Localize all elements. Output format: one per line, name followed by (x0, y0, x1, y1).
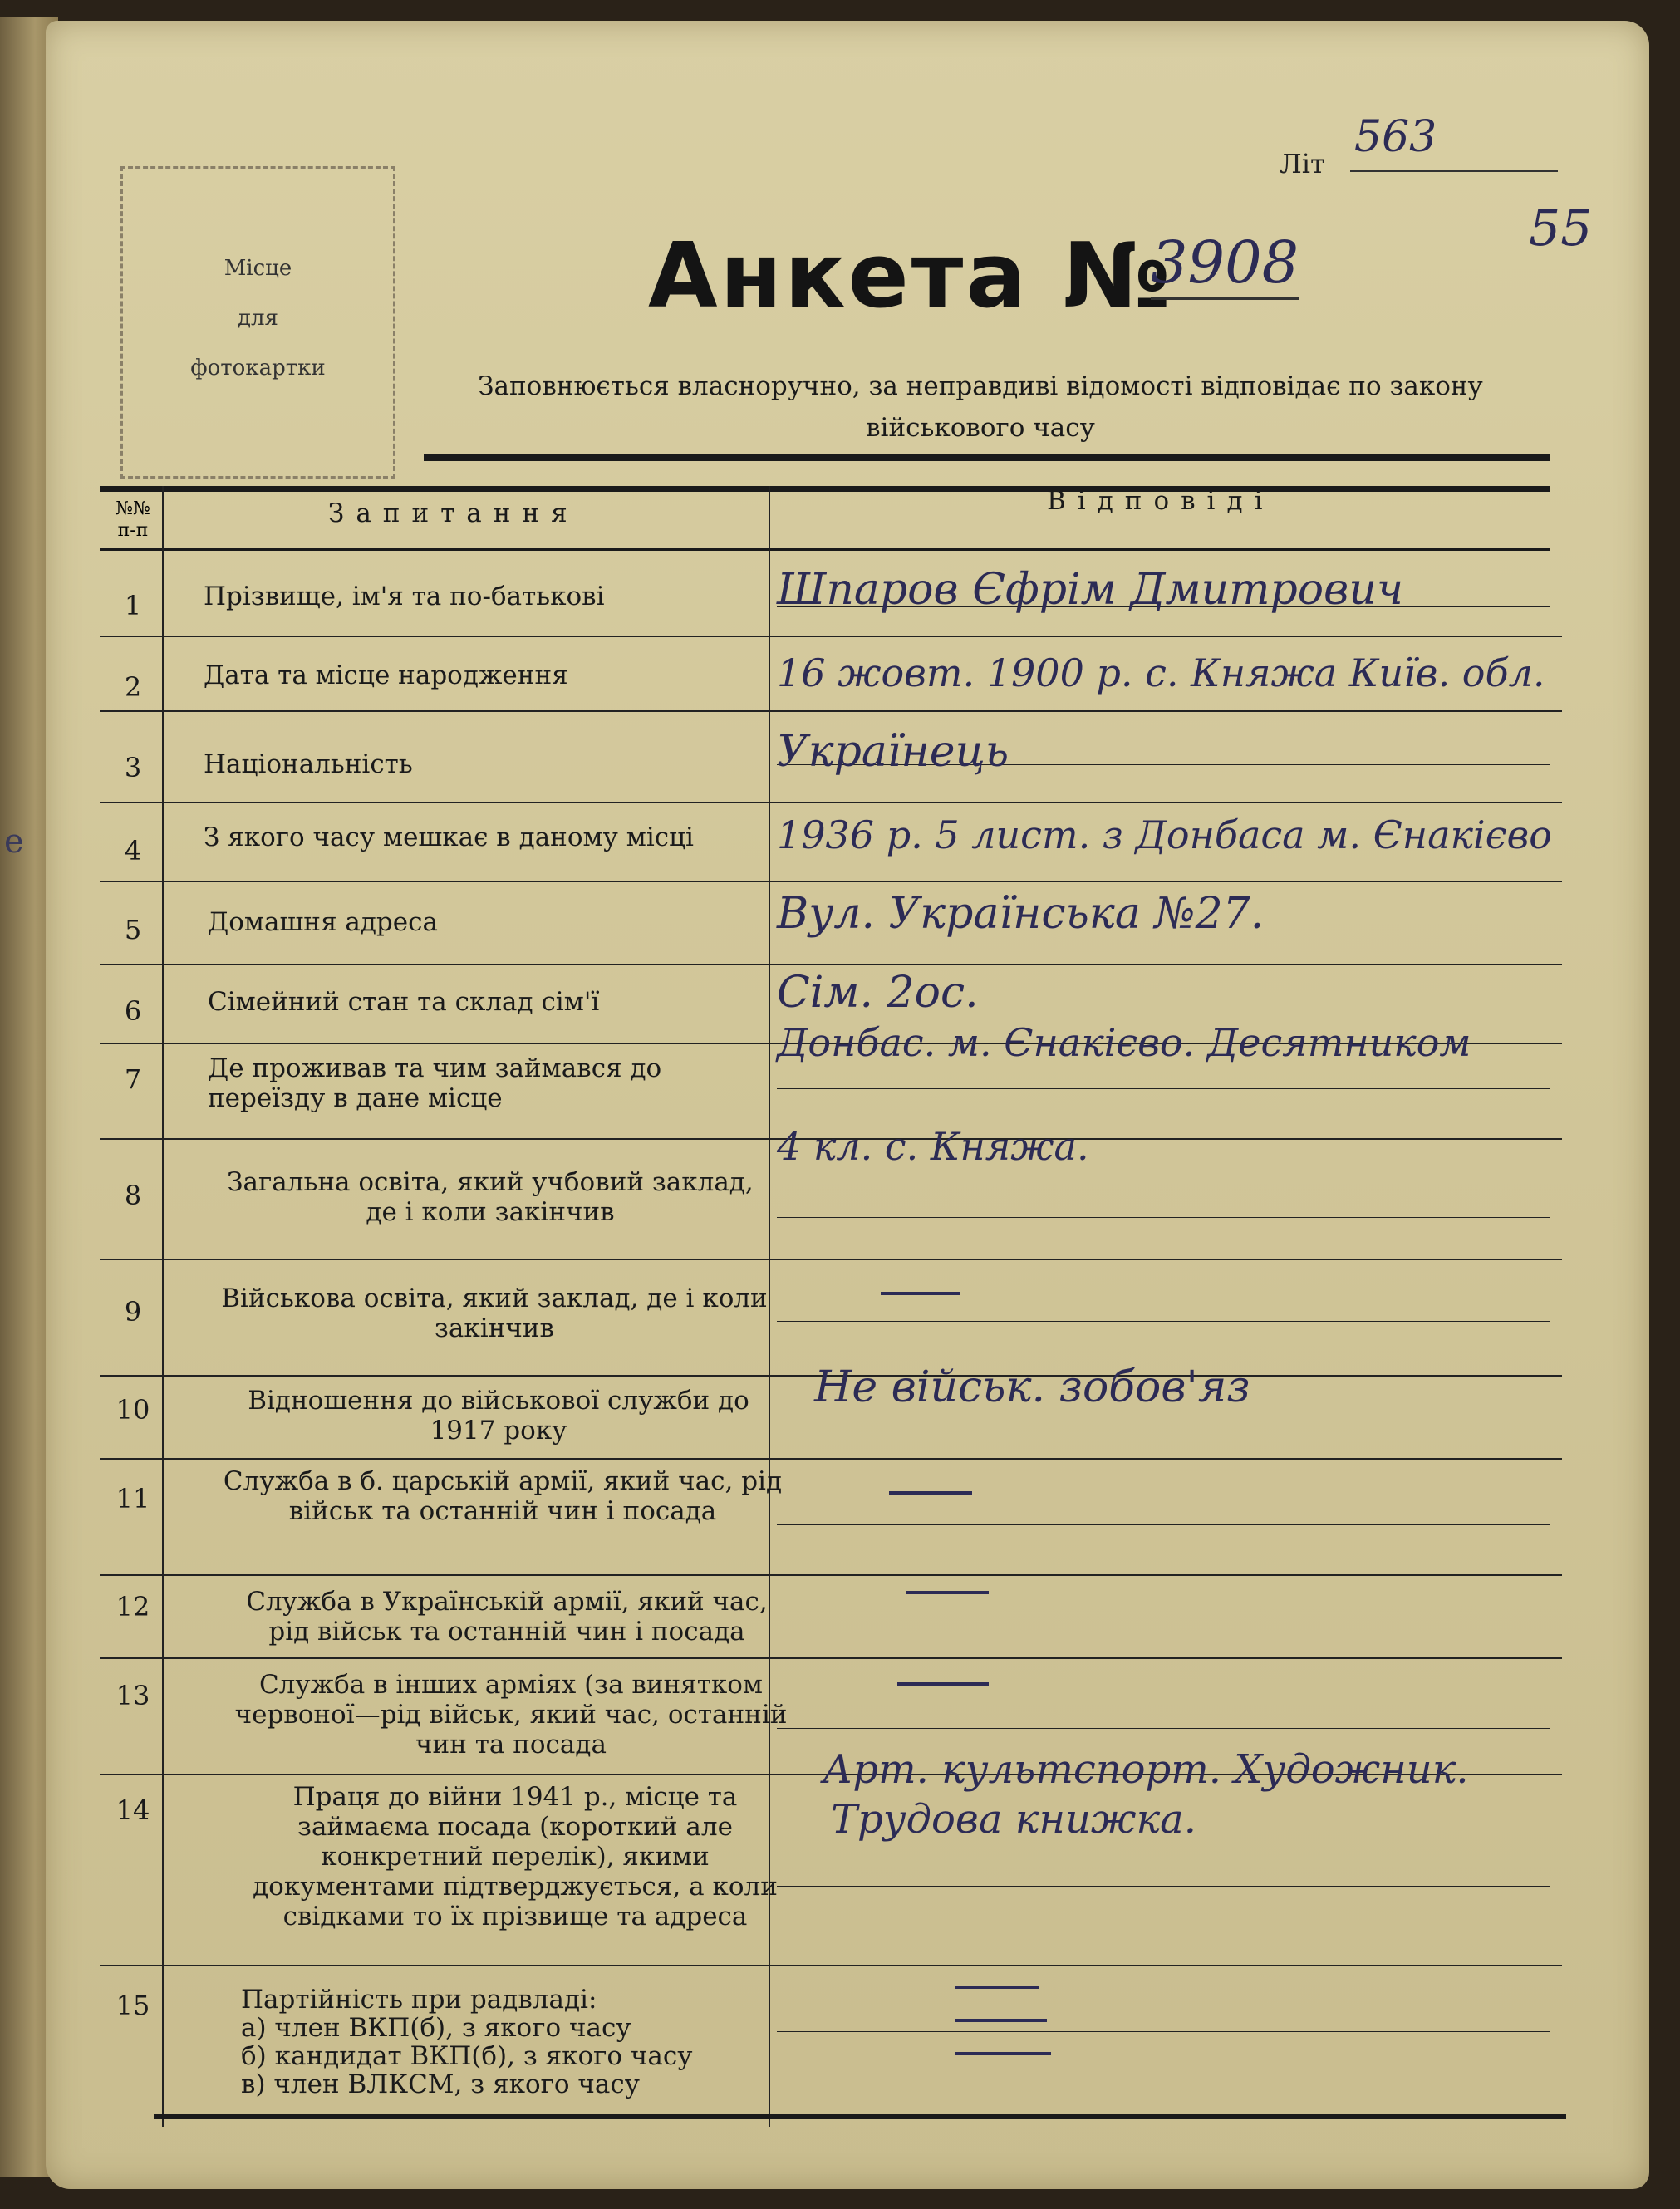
row-separator (100, 636, 1562, 637)
row-number: 5 (124, 914, 142, 945)
row-separator (100, 1574, 1562, 1576)
title-text: Анкета № (648, 224, 1173, 328)
subtitle-line1: Заповнюється власноручно, за неправдиві відомості відповідає по закону (478, 371, 1483, 401)
answer-dash (955, 2019, 1047, 2022)
answer-line (777, 1217, 1550, 1218)
answer-dash (955, 1986, 1039, 1989)
row-number: 11 (115, 1483, 150, 1514)
question-party-title: Партійність при радвладі: (241, 1985, 597, 2015)
answer-line (777, 1524, 1550, 1525)
photo-placeholder (120, 166, 395, 479)
left-page-mark: е (4, 822, 24, 861)
answer-text: Вул. Українська №27. (777, 889, 1265, 939)
row-number: 13 (115, 1680, 150, 1711)
row-number: 14 (115, 1794, 150, 1826)
page-number: 55 (1529, 199, 1593, 258)
form-title (648, 224, 1299, 328)
column-header-number (108, 498, 158, 542)
question-party-b: б) кандидат ВКП(б), з якого часу (241, 2041, 693, 2071)
answer-dash (889, 1491, 972, 1495)
row-number: 6 (124, 995, 142, 1027)
row-number: 7 (124, 1063, 142, 1095)
row-number: 8 (124, 1180, 142, 1211)
question-text: Домашня адреса (208, 907, 438, 937)
row-separator (100, 1458, 1562, 1460)
column-divider-num (162, 486, 164, 2127)
table-top-rule (100, 486, 1550, 492)
table-header-rule (100, 548, 1550, 551)
row-separator (100, 881, 1562, 882)
answer-line (777, 2031, 1550, 2032)
row-separator (100, 1259, 1562, 1260)
form-number: 3908 (1151, 228, 1299, 300)
lit-label: Літ (1280, 148, 1325, 179)
question-text: Сімейний стан та склад сім'ї (208, 987, 600, 1017)
answer-text: Шпаров Єфрім Дмитрович (777, 565, 1404, 615)
question-party-a: а) член ВКП(б), з якого часу (241, 2013, 631, 2043)
answer-line (777, 1728, 1550, 1729)
question-text (241, 1986, 773, 2099)
answer-text: Українець (777, 727, 1009, 777)
row-separator (100, 1657, 1562, 1659)
col-num-line1: №№ (115, 498, 150, 519)
answer-dash (881, 1292, 960, 1295)
answer-dash (906, 1591, 989, 1594)
column-header-answer: Відповіді (1047, 486, 1275, 516)
answer-line (777, 1886, 1550, 1887)
answer-text: Не військ. зобов'яз (814, 1362, 1250, 1412)
answer-dash (897, 1682, 989, 1686)
answer-text: Сім. 2ос. (777, 968, 979, 1018)
row-number: 2 (124, 671, 142, 703)
question-text: Дата та місце народження (204, 660, 568, 690)
answer-text: Донбас. м. Єнакієво. Десятником (777, 1020, 1471, 1065)
table-bottom-rule (154, 2114, 1566, 2119)
row-number: 12 (115, 1591, 150, 1622)
title-rule (424, 454, 1550, 461)
subtitle-line2: військового часу (866, 413, 1095, 443)
question-text: Прізвище, ім'я та по-батькові (204, 582, 605, 611)
col-num-line2: п-п (117, 520, 149, 541)
answer-text: 1936 р. 5 лист. з Донбаса м. Єнакієво (777, 812, 1552, 857)
row-separator (100, 964, 1562, 965)
photo-label-line3: фотокартки (190, 356, 326, 380)
lit-underline (1350, 170, 1558, 172)
row-separator (100, 802, 1562, 803)
question-text: Служба в Українській армії, який час, рід військ та останній чин і посада (246, 1587, 768, 1647)
answer-text: Арт. культспорт. Художник. (823, 1746, 1469, 1793)
question-text: Служба в б. царській армії, який час, рід військ та останній чин і посада (223, 1466, 783, 1526)
lit-value: 563 (1354, 112, 1437, 162)
row-number: 4 (124, 835, 142, 866)
question-text: З якого часу мешкає в даному місці (204, 822, 694, 852)
question-text: Служба в інших арміях (за винятком червоної—рід військ, який час, останній чин та посада (234, 1670, 788, 1760)
row-number: 10 (115, 1394, 150, 1426)
row-number: 3 (124, 752, 142, 783)
row-number: 1 (124, 590, 142, 621)
row-number: 9 (124, 1296, 142, 1328)
question-text: Загальна освіта, який учбовий заклад, де і коли закінчив (227, 1167, 754, 1227)
photo-label-line1: Місце (224, 256, 292, 281)
question-text: Військова освіта, який заклад, де і коли закінчив (221, 1284, 768, 1343)
answer-text: 16 жовт. 1900 р. с. Княжа Київ. обл. (777, 650, 1545, 695)
answer-text: 4 кл. с. Княжа. (777, 1124, 1089, 1169)
question-text: Національність (204, 749, 413, 779)
column-header-question: Запитання (328, 498, 579, 528)
row-separator (100, 710, 1562, 712)
subtitle (415, 366, 1545, 449)
question-text: Відношення до військової служби до 1917 року (248, 1386, 749, 1446)
question-party-c: в) член ВЛКСМ, з якого часу (241, 2069, 640, 2099)
row-separator (100, 1965, 1562, 1966)
answer-text-2: Трудова книжка. (831, 1796, 1197, 1843)
answer-dash (955, 2052, 1051, 2055)
answer-line (777, 1088, 1550, 1089)
question-text: Де проживав та чим займався до переїзду в дане місце (208, 1053, 662, 1113)
row-number: 15 (115, 1990, 150, 2021)
answer-line (777, 1321, 1550, 1322)
photo-label-line2: для (238, 306, 278, 331)
question-text: Праця до війни 1941 р., місце та займаєма посада (короткий але конкретний перелік), якими документами підтверджується, а коли свідками то їх прізвище та адреса (253, 1782, 778, 1932)
